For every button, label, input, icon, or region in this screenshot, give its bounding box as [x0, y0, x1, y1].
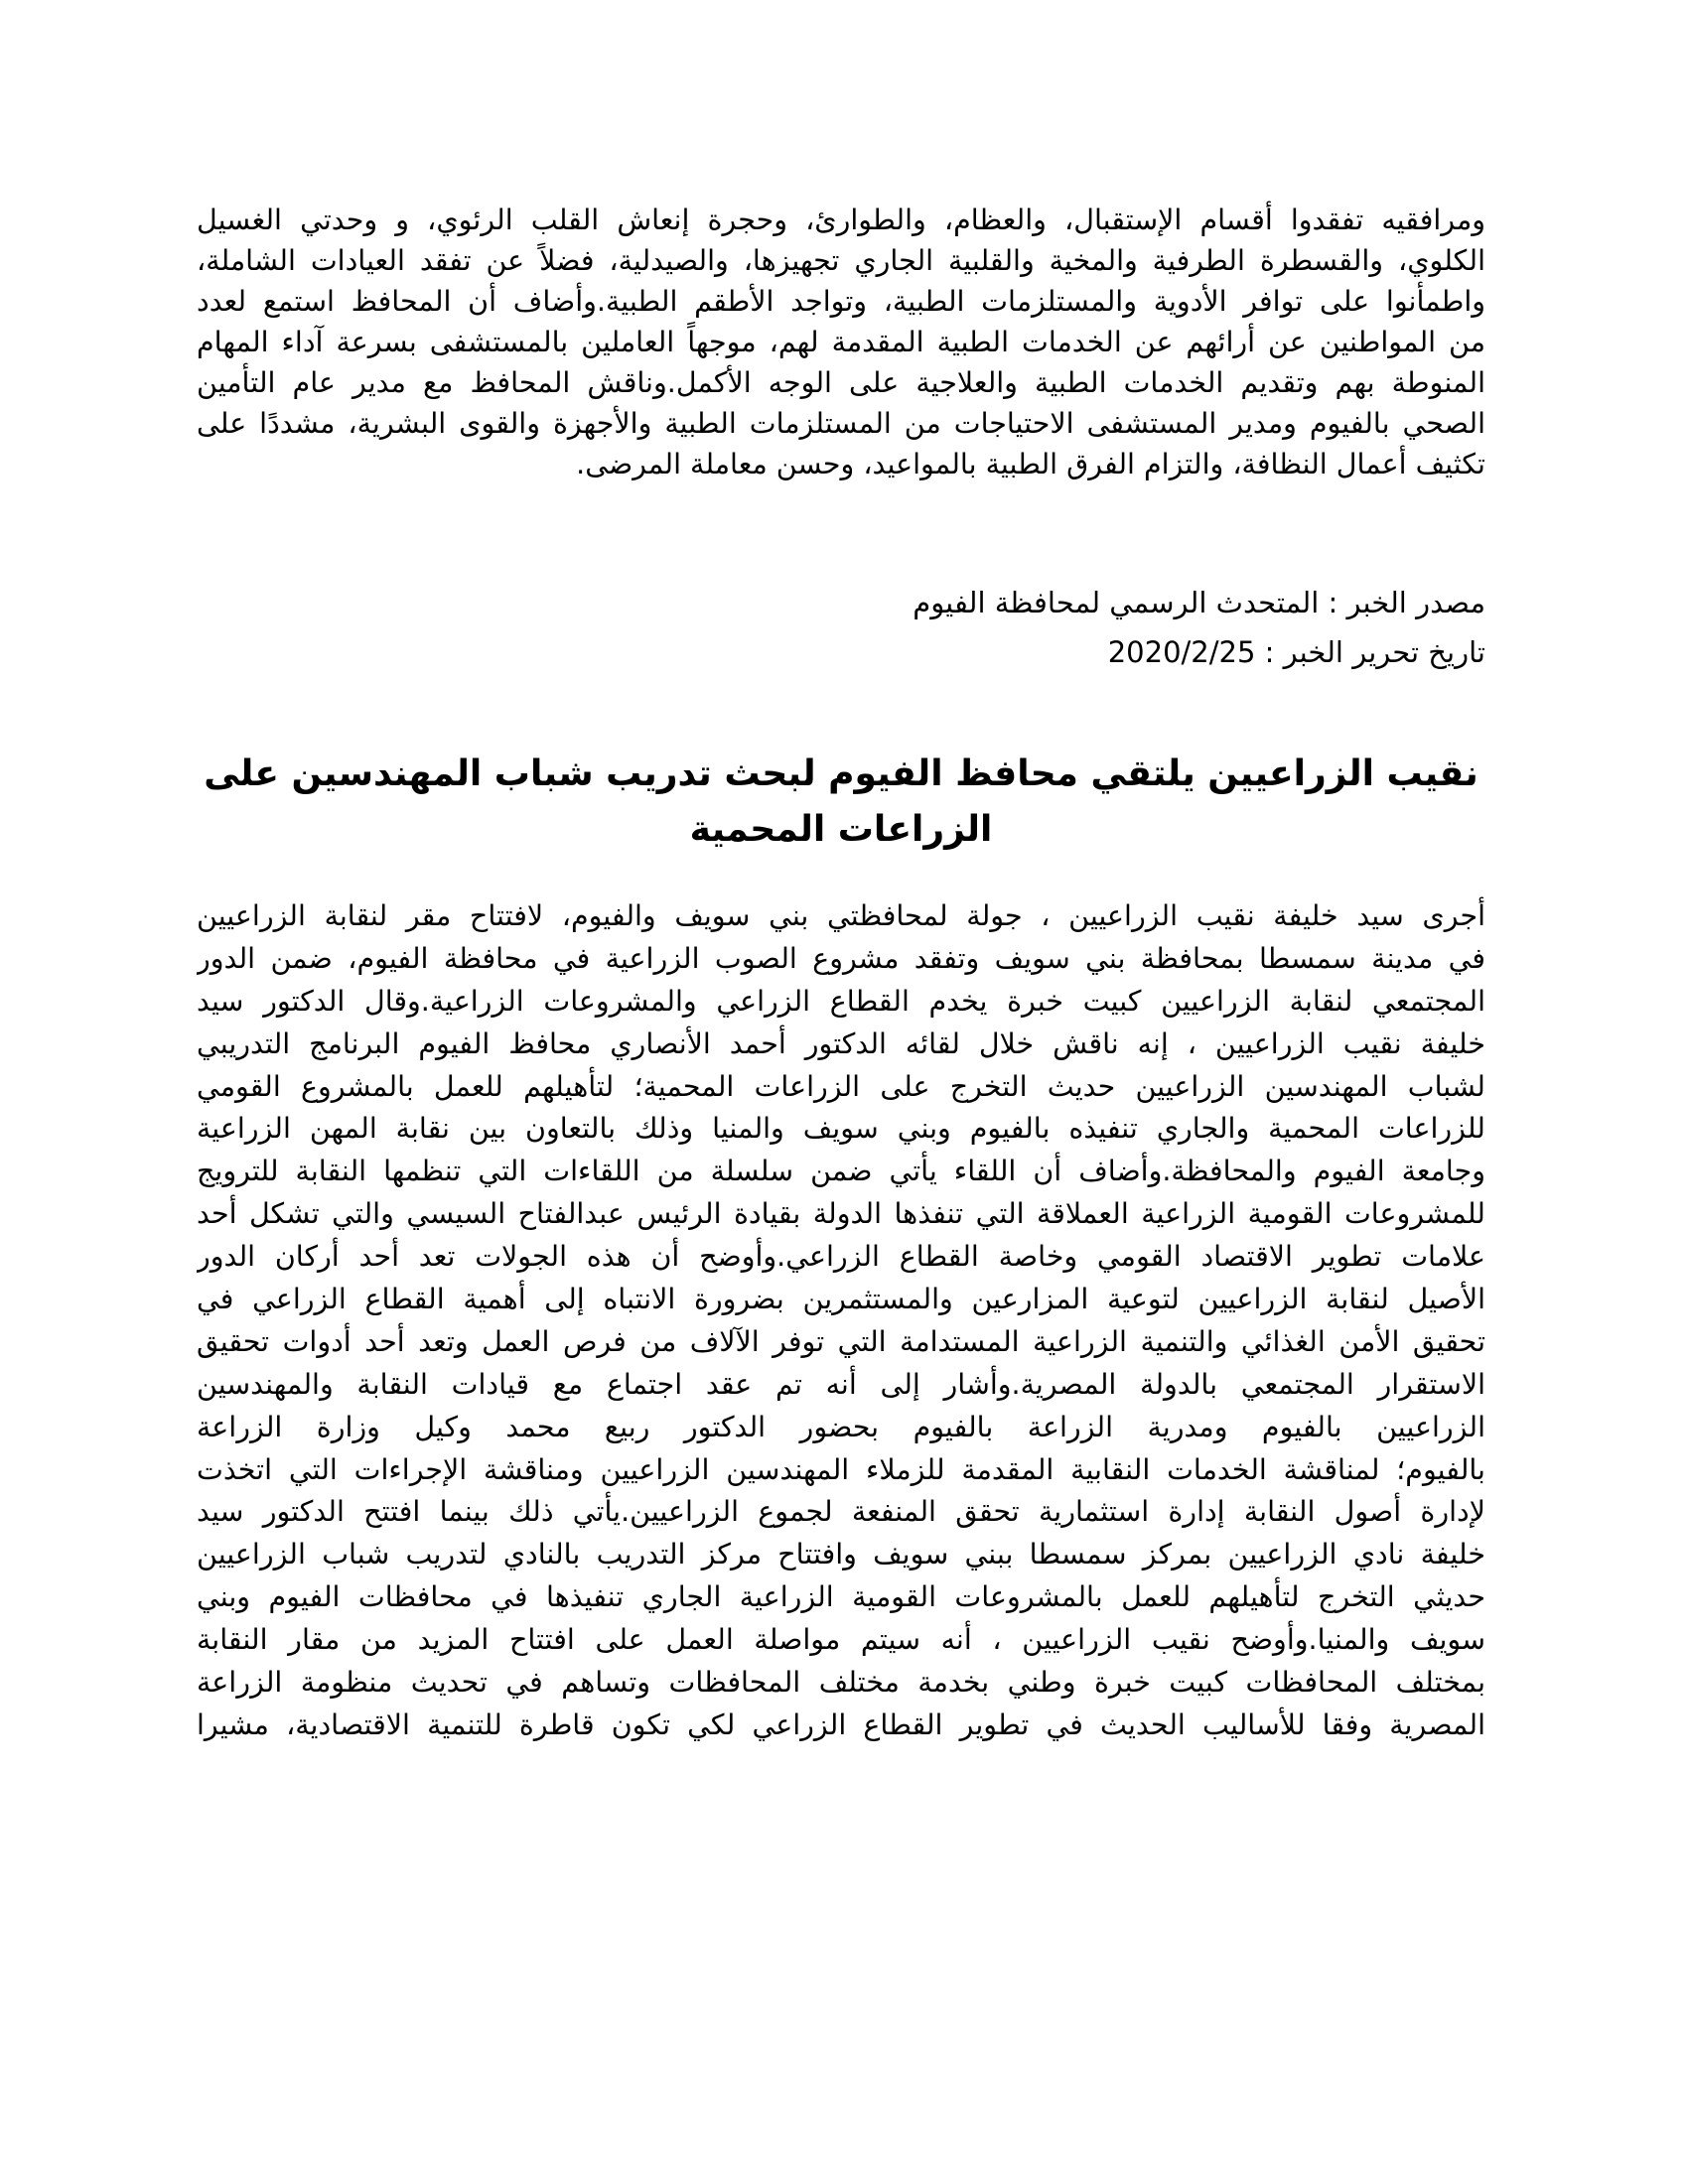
paragraph-line: الاستقرار المجتمعي بالدولة المصرية.وأشار إلى أنه تم عقد اجتماع مع قيادات النقابة والمهندسين	[197, 1367, 1485, 1401]
paragraph-line: المنوطة بهم وتقديم الخدمات الطبية والعلاجية على الوجه الأكمل.وناقش المحافظ مع مدير عام التأمين	[197, 366, 1485, 399]
headline-line-2: الزراعات المحمية	[689, 809, 993, 850]
paragraph-line: الزراعيين بالفيوم ومدرية الزراعة بالفيوم بحضور الدكتور ربيع محمد وكيل وزارة الزراعة	[197, 1410, 1485, 1443]
paragraph-line: تكثيف أعمال النظافة، والتزام الفرق الطبية بالمواعيد، وحسن معاملة المرضى.	[576, 448, 1485, 480]
paragraph-line: للزراعات المحمية والجاري تنفيذه بالفيوم وبني سويف والمنيا وذلك بالتعاون بين نقابة المهن الزراعية	[197, 1112, 1485, 1146]
news-date: تاريخ تحرير الخبر : 2020/2/25	[1107, 635, 1485, 669]
news-source: مصدر الخبر : المتحدث الرسمي لمحافظة الفيوم	[913, 586, 1485, 619]
paragraph-line: ومرافقيه تفقدوا أقسام الإستقبال، والعظام، والطوارئ، وحجرة إنعاش القلب الرئوي، و وحدتي الغسيل	[197, 204, 1485, 236]
news-meta	[197, 578, 1485, 677]
paragraph-article-body	[197, 895, 1485, 1747]
paragraph-line: لإدارة أصول النقابة إدارة استثمارية تحقق المنفعة لجموع الزراعيين.يأتي ذلك بينما افتتح الدكتور سيد	[197, 1495, 1485, 1529]
paragraph-line: الصحي بالفيوم ومدير المستشفى الاحتياجات من المستلزمات الطبية والأجهزة والقوى البشرية، مشددًا على	[197, 407, 1485, 440]
paragraph-line: حديثي التخرج لتأهيلهم للعمل بالمشروعات القومية الزراعية الجاري تنفيذها في محافظات الفيوم وبني	[197, 1580, 1485, 1614]
paragraph-line: أجرى سيد خليفة نقيب الزراعيين ، جولة لمحافظتي بني سويف والفيوم، لافتتاح مقر لنقابة الزراعيين	[197, 899, 1485, 932]
paragraph-line: تحقيق الأمن الغذائي والتنمية الزراعية المستدامة التي توفر الآلاف من فرص العمل وتعد أحد أدوات تحقيق	[197, 1324, 1485, 1358]
paragraph-line: واطمأنوا على توافر الأدوية والمستلزمات الطبية، وتواجد الأطقم الطبية.وأضاف أن المحافظ استمع لعدد	[197, 285, 1485, 318]
paragraph-line: لشباب المهندسين الزراعيين حديث التخرج على الزراعات المحمية؛ لتأهيلهم للعمل بالمشروع القومي	[197, 1069, 1485, 1103]
paragraph-hospital-visit	[197, 200, 1485, 484]
paragraph-line: المجتمعي لنقابة الزراعيين كبيت خبرة يخدم القطاع الزراعي والمشروعات الزراعية.وقال الدكتور سيد	[197, 984, 1485, 1018]
paragraph-line: في مدينة سمسطا بمحافظة بني سويف وتفقد مشروع الصوب الزراعية في محافظة الفيوم، ضمن الدور	[197, 941, 1485, 975]
paragraph-line: المصرية وفقا للأساليب الحديث في تطوير القطاع الزراعي لكي تكون قاطرة للتنمية الاقتصادية، مشيرا	[197, 1707, 1485, 1741]
paragraph-line: بالفيوم؛ لمناقشة الخدمات النقابية المقدمة للزملاء المهندسين الزراعيين ومناقشة الإجراءات التي اتخذت	[197, 1452, 1485, 1486]
paragraph-line: خليفة نادي الزراعيين بمركز سمسطا ببني سويف وافتتاح مركز التدريب بالنادي لتدريب شباب الزراعيين	[197, 1538, 1485, 1571]
paragraph-line: من المواطنين عن أرائهم عن الخدمات الطبية المقدمة لهم، موجهاً العاملين بالمستشفى بسرعة آداء المهام	[197, 326, 1485, 358]
paragraph-line: للمشروعات القومية الزراعية العملاقة التي تنفذها الدولة بقيادة الرئيس عبدالفتاح السيسي والتي تشكل أحد	[197, 1197, 1485, 1231]
paragraph-line: سويف والمنيا.وأوضح نقيب الزراعيين ، أنه سيتم مواصلة العمل على افتتاح المزيد من مقار النقابة	[197, 1623, 1485, 1657]
article-headline	[197, 747, 1485, 858]
paragraph-line: الكلوي، والقسطرة الطرفية والمخية والقلبية الجاري تجهيزها، والصيدلية، فضلاً عن تفقد العيادات الشاملة،	[197, 244, 1485, 277]
headline-line-1: نقيب الزراعيين يلتقي محافظ الفيوم لبحث تدريب شباب المهندسين على	[204, 753, 1478, 794]
paragraph-line: وجامعة الفيوم والمحافظة.وأضاف أن اللقاء يأتي ضمن سلسلة من اللقاءات التي تنظمها النقابة للترويج	[197, 1155, 1485, 1188]
paragraph-line: الأصيل لنقابة الزراعيين لتوعية المزارعين والمستثمرين بضرورة الانتباه إلى أهمية القطاع الزراعي في	[197, 1283, 1485, 1316]
paragraph-line: علامات تطوير الاقتصاد القومي وخاصة القطاع الزراعي.وأوضح أن هذه الجولات تعد أحد أركان الدور	[197, 1240, 1485, 1274]
paragraph-line: بمختلف المحافظات كبيت خبرة وطني بخدمة مختلف المحافظات وتساهم في تحديث منظومة الزراعة	[197, 1666, 1485, 1700]
paragraph-line: خليفة نقيب الزراعيين ، إنه ناقش خلال لقائه الدكتور أحمد الأنصاري محافظ الفيوم البرنامج التدريبي	[197, 1026, 1485, 1060]
